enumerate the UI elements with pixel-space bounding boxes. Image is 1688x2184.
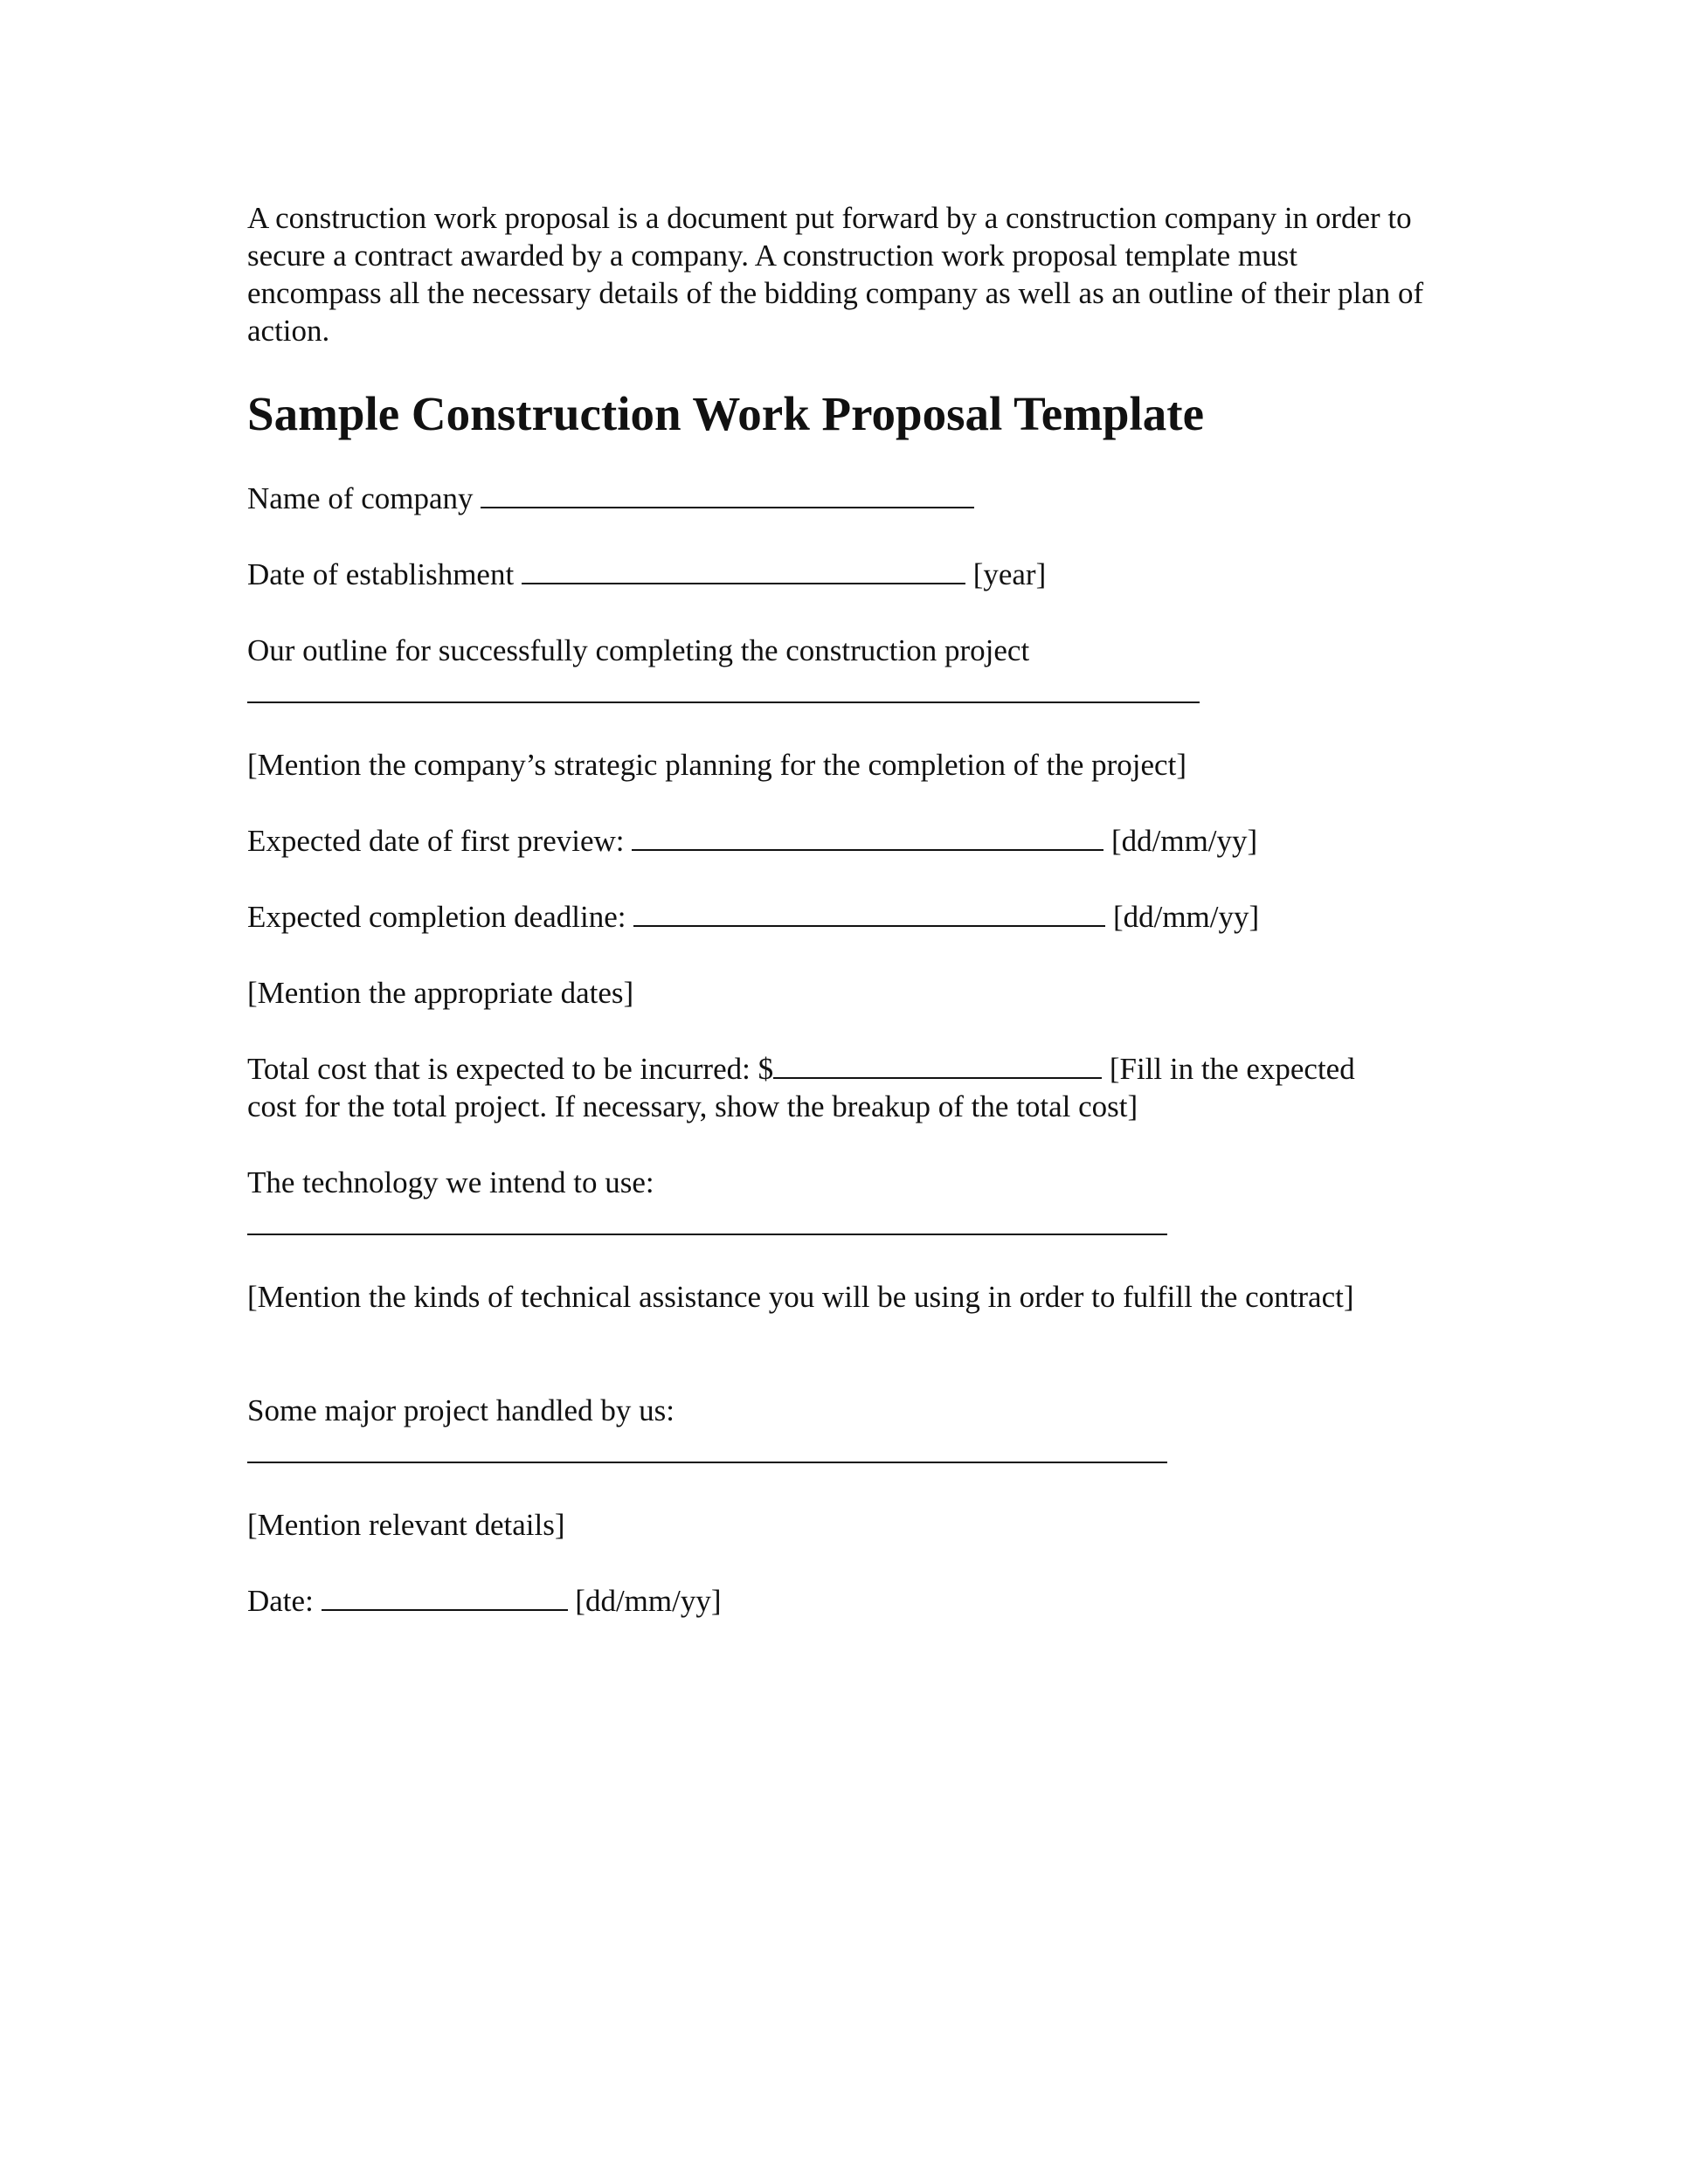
cost-note-1: [Fill in the expected — [1109, 1052, 1355, 1086]
cost-note-2: cost for the total project. If necessary, show the breakup of the total cost] — [247, 1089, 1138, 1123]
completion-label: Expected completion deadline: — [247, 900, 626, 934]
establishment-row — [247, 556, 1046, 593]
document-page — [247, 199, 1488, 1618]
establishment-blank[interactable] — [522, 556, 965, 584]
outline-blank[interactable] — [247, 702, 1200, 703]
document-title: Sample Construction Work Proposal Template — [247, 387, 1205, 440]
projects-label: Some major project handled by us: — [247, 1393, 675, 1427]
date-label: Date: — [247, 1584, 314, 1618]
outline-note: [Mention the company’s strategic planning for the completion of the project] — [247, 748, 1186, 782]
completion-row — [247, 898, 1259, 936]
date-row — [247, 1582, 722, 1620]
intro-paragraph: A construction work proposal is a document put forward by a construction company in order to secure a contract awarded by a company. A construction work proposal template must encompass all the necessary details of the bidding company as well as an outline of their plan of action. — [247, 201, 1424, 348]
completion-suffix: [dd/mm/yy] — [1112, 900, 1260, 934]
completion-blank[interactable] — [633, 899, 1105, 927]
company-name-blank[interactable] — [481, 480, 974, 508]
technology-label: The technology we intend to use: — [247, 1165, 654, 1199]
projects-blank[interactable] — [247, 1462, 1167, 1463]
first-preview-row — [247, 822, 1257, 860]
cost-row — [247, 1050, 1355, 1088]
establishment-suffix: [year] — [972, 557, 1047, 591]
outline-label: Our outline for successfully completing the construction project — [247, 633, 1030, 667]
cost-label: Total cost that is expected to be incurred: $ — [247, 1052, 774, 1086]
company-name-row — [247, 480, 974, 517]
company-name-label: Name of company — [247, 481, 474, 515]
first-preview-suffix: [dd/mm/yy] — [1110, 824, 1258, 858]
date-suffix: [dd/mm/yy] — [575, 1584, 722, 1618]
first-preview-label: Expected date of first preview: — [247, 824, 625, 858]
technology-note: [Mention the kinds of technical assistance you will be using in order to fulfill the contract] — [247, 1280, 1354, 1314]
cost-blank[interactable] — [773, 1051, 1102, 1079]
establishment-label: Date of establishment — [247, 557, 515, 591]
dates-note: [Mention the appropriate dates] — [247, 976, 634, 1010]
date-blank[interactable] — [322, 1583, 568, 1611]
technology-blank[interactable] — [247, 1234, 1167, 1235]
first-preview-blank[interactable] — [632, 823, 1103, 851]
projects-note: [Mention relevant details] — [247, 1508, 565, 1542]
